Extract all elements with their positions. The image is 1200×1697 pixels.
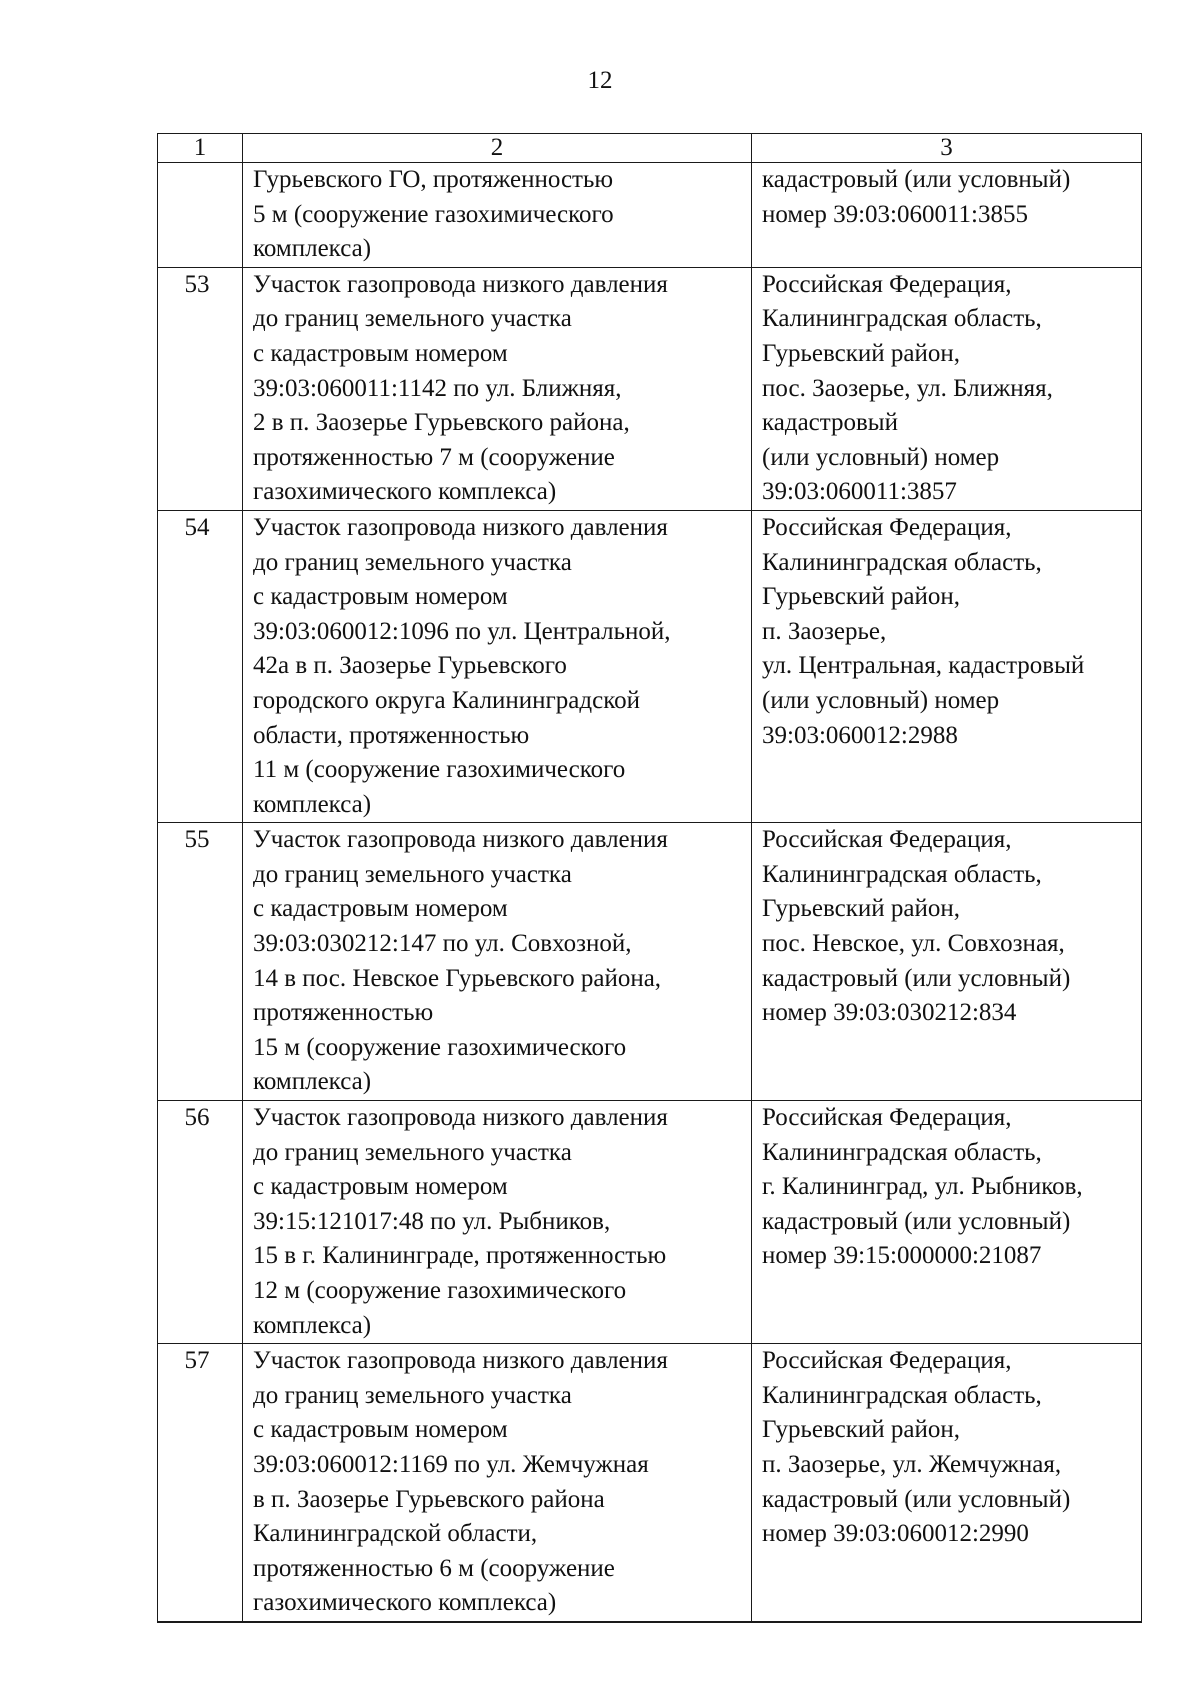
object-description: Участок газопровода низкого давления до границ земельного участка с кадастровым номером 39:03:060012:1096 по ул. Центральной, 42а в п. Заозерье Гурьевского городского округа Калининградской области, протяженностью 11 м (сооружение газохимического комплекса)	[243, 510, 752, 822]
column-header-3: 3	[752, 134, 1142, 163]
table-row	[158, 1621, 1142, 1622]
column-header-2: 2	[243, 134, 752, 163]
table-row	[158, 823, 1142, 1101]
object-description: Гурьевского ГО, протяженностью 5 м (сооружение газохимического комплекса)	[243, 163, 752, 268]
object-location: Российская Федерация, Калининградская область, Гурьевский район, п. Заозерье, ул. Центральная, кадастровый (или условный) номер 39:03:060012:2988	[752, 510, 1142, 822]
object-location: Российская Федерация, Калининградская область, Гурьевский район, пос. Заозерье, ул. Ближняя, кадастровый (или условный) номер 39:03:060011:3857	[752, 267, 1142, 510]
object-location: Российская Федерация, Калининградская область, Гурьевский район, п. Заозерье, ул. Жемчужная, кадастровый (или условный) номер 39:03:060012:2990	[752, 1344, 1142, 1622]
row-number: 55	[158, 823, 243, 1101]
object-location: кадастровый (или условный) номер 39:03:060011:3855	[752, 163, 1142, 268]
row-number: 54	[158, 510, 243, 822]
object-description: Участок газопровода низкого давления до границ земельного участка с кадастровым номером 39:03:060011:1142 по ул. Ближняя, 2 в п. Заозерье Гурьевского района, протяженностью 7 м (сооружение газохимического комплекса)	[243, 267, 752, 510]
table-row	[158, 1344, 1142, 1622]
column-header-1: 1	[158, 134, 243, 163]
table-row	[158, 267, 1142, 510]
object-location: Российская Федерация, Калининградская область, г. Калининград, ул. Рыбников, кадастровый (или условный) номер 39:15:000000:21087	[752, 1101, 1142, 1344]
row-number	[158, 1621, 243, 1622]
row-number: 57	[158, 1344, 243, 1622]
object-description: Участок газопровода низкого давления до границ земельного участка с кадастровым номером 39:03:030212:147 по ул. Совхозной, 14 в пос. Невское Гурьевского района, протяженностью 15 м (сооружение газохимического комплекса)	[243, 823, 752, 1101]
table-row	[158, 163, 1142, 268]
table-row	[158, 510, 1142, 822]
object-description: Участок газопровода низкого давления до границ земельного участка с кадастровым номером 39:03:060012:1169 по ул. Жемчужная в п. Заозерье Гурьевского района Калининградской области, протяженностью 6 м (сооружение газохимического комплекса)	[243, 1344, 752, 1622]
objects-table	[157, 133, 1142, 1623]
object-location: Российская Федерация, Калининградская область, Гурьевский район, пос. Невское, ул. Совхозная, кадастровый (или условный) номер 39:03:030212:834	[752, 823, 1142, 1101]
table-header-row	[158, 134, 1142, 163]
table-row	[158, 1101, 1142, 1344]
row-number	[158, 163, 243, 268]
row-number: 56	[158, 1101, 243, 1344]
page-number: 12	[587, 67, 613, 94]
object-description	[243, 1621, 752, 1622]
object-description: Участок газопровода низкого давления до границ земельного участка с кадастровым номером 39:15:121017:48 по ул. Рыбников, 15 в г. Калининграде, протяженностью 12 м (сооружение газохимического комплекса)	[243, 1101, 752, 1344]
object-location	[752, 1621, 1142, 1622]
row-number: 53	[158, 267, 243, 510]
